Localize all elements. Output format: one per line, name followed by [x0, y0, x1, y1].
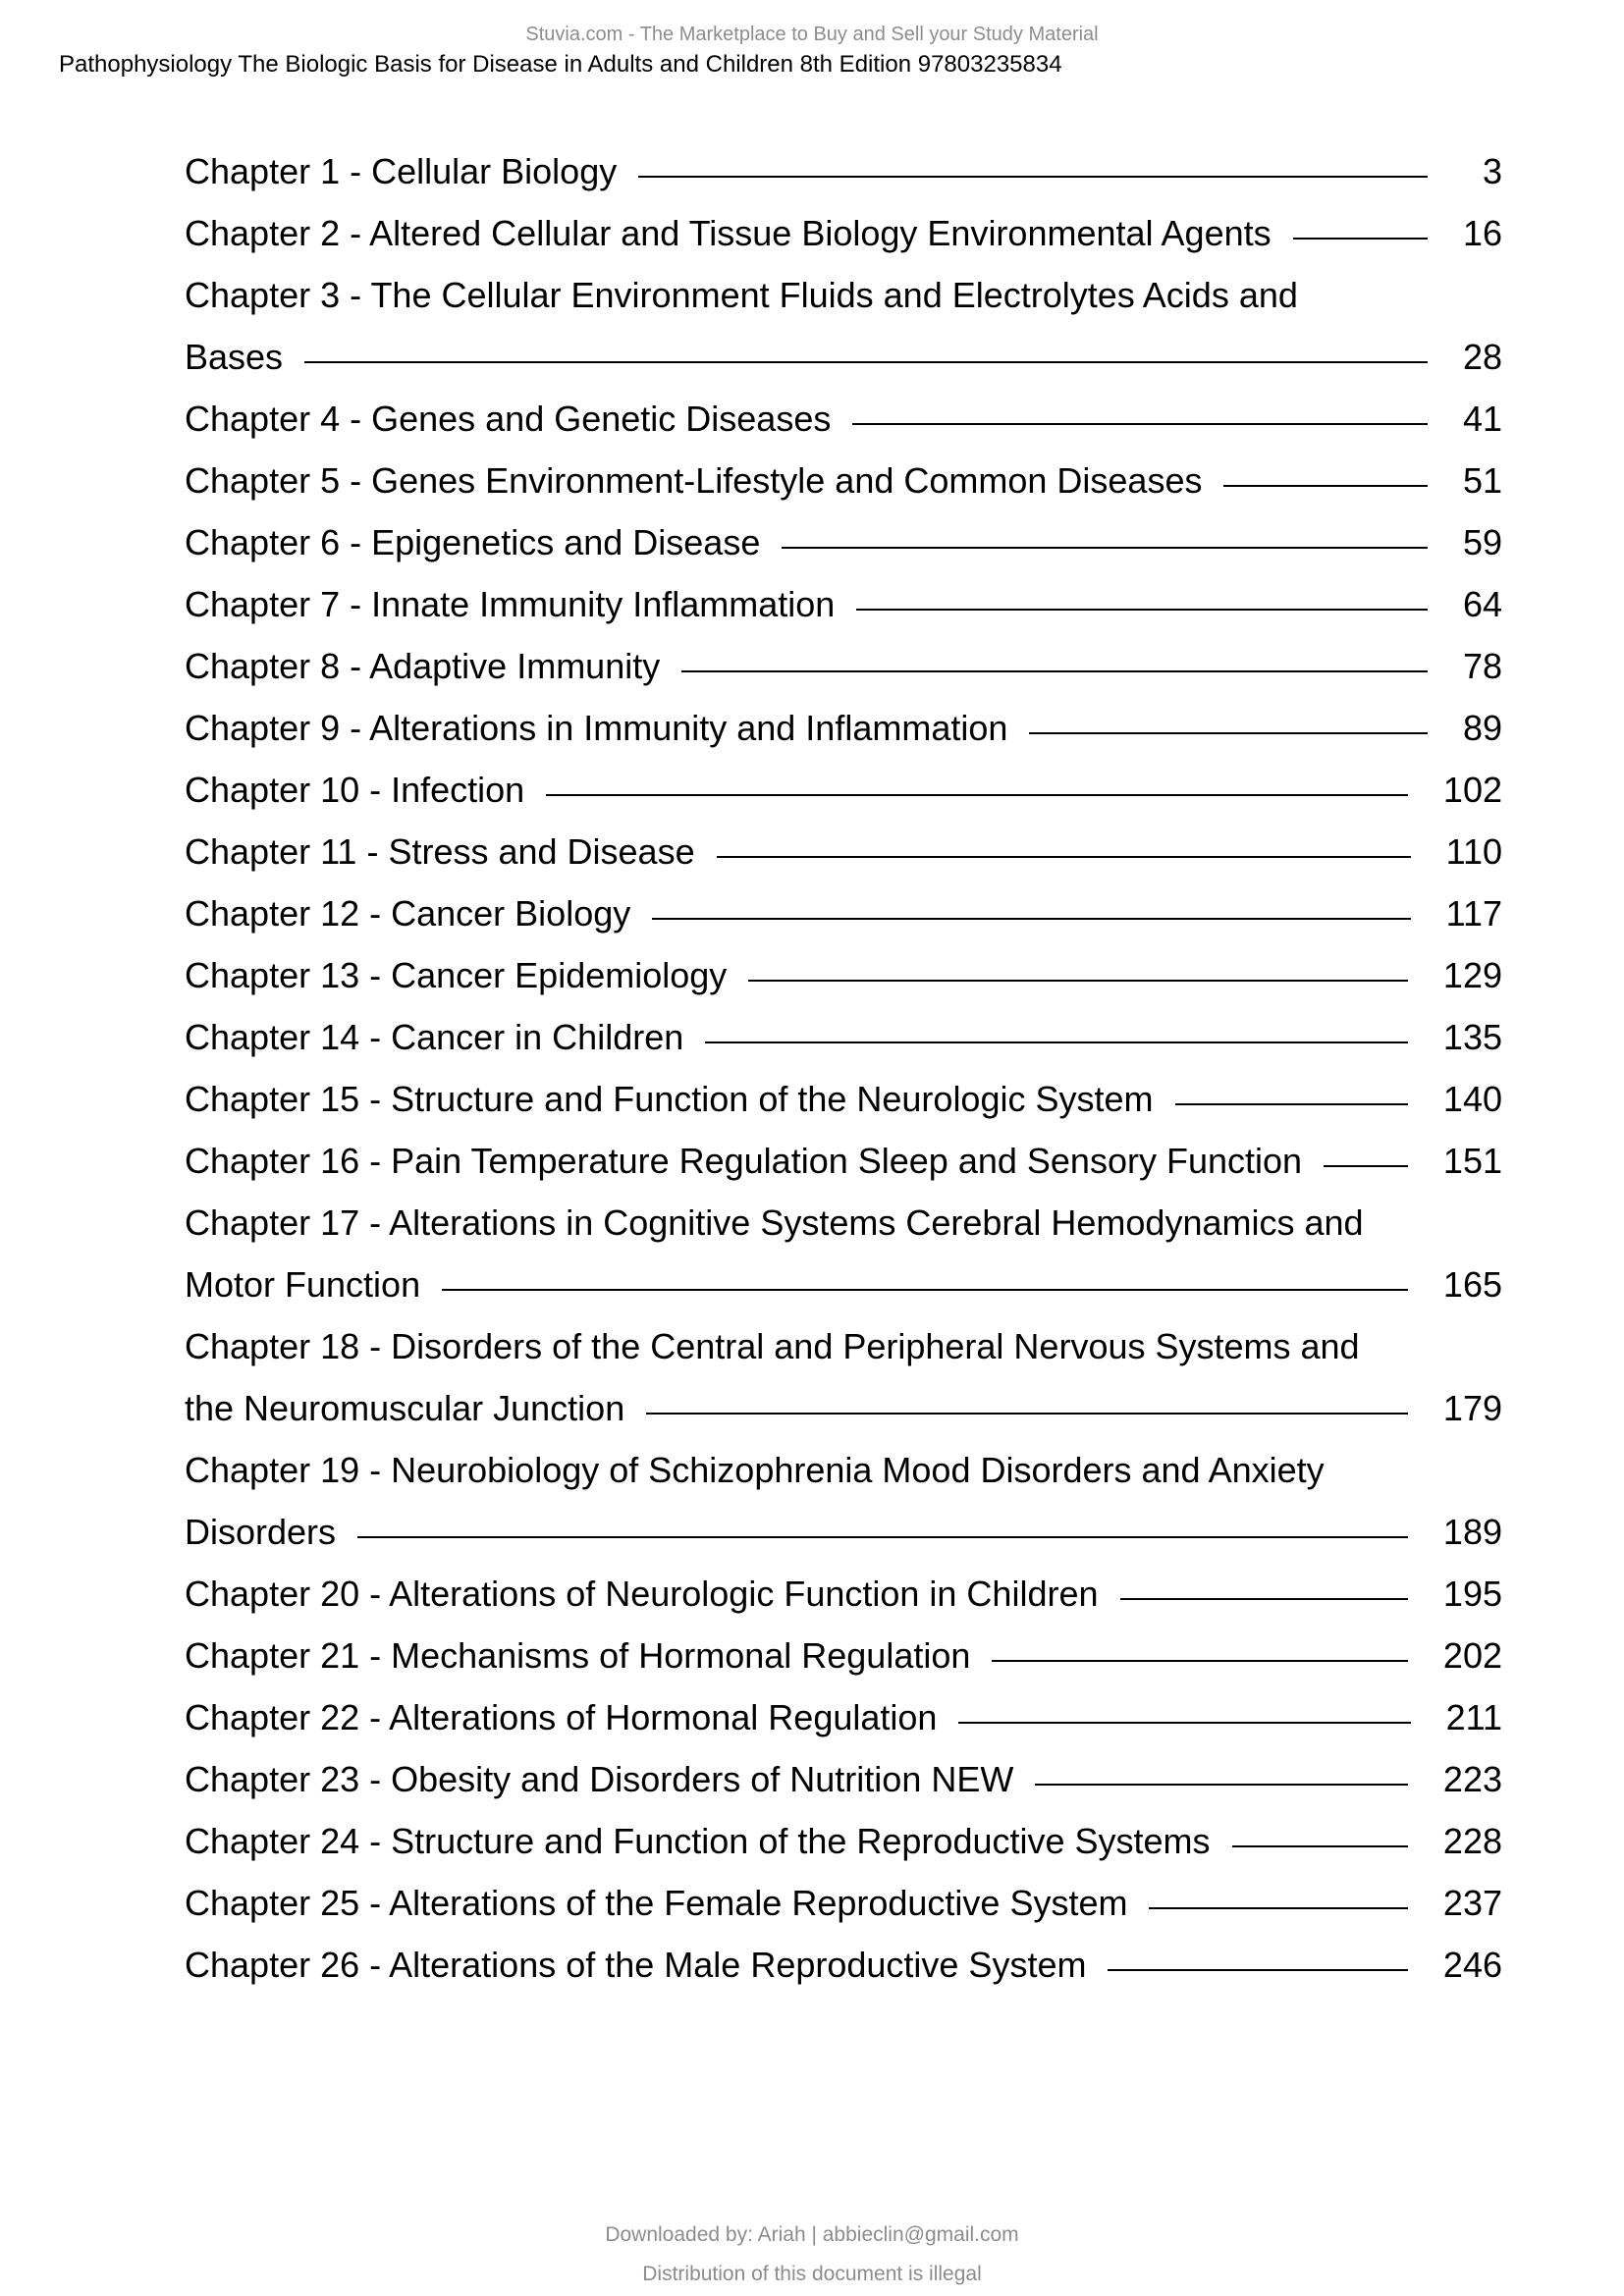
toc-page-number: 64: [1462, 584, 1502, 624]
leader-line: [1232, 1845, 1408, 1847]
toc-entry: [185, 1563, 1502, 1625]
toc-entry: [185, 1934, 1502, 1996]
toc-entry-title: Chapter 14 - Cancer in Children: [185, 1017, 684, 1057]
leader-line: [782, 547, 1428, 549]
toc-entry: [185, 511, 1502, 573]
toc-entry: [185, 1439, 1502, 1563]
toc-page-number: 179: [1442, 1388, 1502, 1428]
toc-page-number: 28: [1462, 337, 1502, 377]
toc-entry: [185, 635, 1502, 697]
toc-entry: [185, 1192, 1502, 1315]
toc-entry: [185, 573, 1502, 635]
leader-line: [1324, 1165, 1408, 1167]
toc-entry: [185, 1748, 1502, 1810]
leader-line: [992, 1660, 1408, 1662]
toc-page-number: 59: [1462, 522, 1502, 562]
toc-page-number: 117: [1445, 893, 1502, 934]
toc-entry-title: Chapter 1 - Cellular Biology: [185, 151, 618, 191]
toc-entry: [185, 1315, 1502, 1439]
leader-line: [638, 176, 1428, 178]
toc-page-number: 228: [1442, 1821, 1502, 1861]
toc-entry: [185, 1130, 1502, 1192]
toc-page-number: 165: [1442, 1264, 1502, 1305]
toc-entry-title: Chapter 24 - Structure and Function of the Reproductive Systems: [185, 1821, 1211, 1861]
leader-line: [681, 670, 1428, 672]
leader-line: [856, 609, 1428, 611]
toc-page-number: 140: [1442, 1079, 1502, 1119]
toc-page-number: 211: [1445, 1697, 1502, 1737]
toc-entry-title: Chapter 5 - Genes Environment-Lifestyle and Common Diseases: [185, 460, 1203, 501]
toc-page-number: 135: [1442, 1017, 1502, 1057]
toc-page-number: 151: [1442, 1141, 1502, 1181]
downloaded-by-notice: Downloaded by: Ariah | abbieclin@gmail.com: [605, 2223, 1019, 2246]
leader-line: [1029, 732, 1428, 734]
leader-line: [652, 918, 1410, 920]
toc-entry-title: Motor Function: [185, 1264, 421, 1305]
toc-entry: [185, 697, 1502, 759]
toc-page-number: 51: [1462, 460, 1502, 501]
toc-entry: [185, 202, 1502, 264]
toc-entry: [185, 1810, 1502, 1872]
toc-entry-title: Chapter 3 - The Cellular Environment Fluids and Electrolytes Acids and: [185, 275, 1298, 315]
leader-line: [1223, 485, 1427, 487]
toc-page-number: 202: [1442, 1635, 1502, 1676]
toc-entry: [185, 1068, 1502, 1130]
toc-entry-title: Bases: [185, 337, 284, 377]
toc-entry-title: Chapter 6 - Epigenetics and Disease: [185, 522, 761, 562]
toc-entry: [185, 1872, 1502, 1934]
leader-line: [646, 1413, 1408, 1415]
leader-line: [1175, 1103, 1408, 1105]
toc-page-number: 102: [1442, 770, 1502, 810]
toc-entry-title: Chapter 8 - Adaptive Immunity: [185, 646, 661, 686]
toc-page-number: 195: [1442, 1574, 1502, 1614]
toc-entry: [185, 1006, 1502, 1068]
leader-line: [1293, 238, 1428, 240]
toc-page-number: 89: [1462, 708, 1502, 748]
toc-page-number: 110: [1445, 831, 1502, 872]
toc-entry-title: Chapter 23 - Obesity and Disorders of Nutrition NEW: [185, 1759, 1014, 1799]
toc-entry: [185, 388, 1502, 450]
toc-entry-title: Chapter 15 - Structure and Function of the Neurologic System: [185, 1079, 1154, 1119]
toc-entry: [185, 140, 1502, 202]
toc-entry: [185, 264, 1502, 388]
leader-line: [852, 423, 1428, 425]
toc-page-number: 41: [1462, 399, 1502, 439]
toc-entry-title: Chapter 21 - Mechanisms of Hormonal Regulation: [185, 1635, 971, 1676]
leader-line: [748, 980, 1408, 982]
toc-entry-title: Chapter 13 - Cancer Epidemiology: [185, 955, 728, 995]
leader-line: [357, 1536, 1408, 1538]
leader-line: [1035, 1784, 1408, 1786]
toc-entry: [185, 450, 1502, 511]
toc-entry-title: Chapter 16 - Pain Temperature Regulation Sleep and Sensory Function: [185, 1141, 1303, 1181]
leader-line: [546, 794, 1408, 796]
leader-line: [304, 361, 1428, 363]
toc-page-number: 78: [1462, 646, 1502, 686]
toc-page-number: 129: [1442, 955, 1502, 995]
toc-page-number: 189: [1442, 1512, 1502, 1552]
watermark-header: Stuvia.com - The Marketplace to Buy and Sell your Study Material: [525, 24, 1099, 45]
toc-entry: [185, 759, 1502, 821]
leader-line: [1149, 1907, 1407, 1909]
toc-page-number: 237: [1442, 1883, 1502, 1923]
toc-entry: [185, 821, 1502, 882]
toc-page-number: 223: [1442, 1759, 1502, 1799]
toc-entry-title: Chapter 18 - Disorders of the Central and Peripheral Nervous Systems and: [185, 1326, 1360, 1366]
leader-line: [717, 856, 1411, 858]
toc-entry-title: Chapter 19 - Neurobiology of Schizophrenia Mood Disorders and Anxiety: [185, 1450, 1325, 1490]
toc-entry-title: Chapter 7 - Innate Immunity Inflammation: [185, 584, 836, 624]
toc-entry-title: Chapter 2 - Altered Cellular and Tissue Biology Environmental Agents: [185, 213, 1272, 253]
toc-entry-title: Chapter 9 - Alterations in Immunity and Inflammation: [185, 708, 1008, 748]
toc-entry-title: the Neuromuscular Junction: [185, 1388, 625, 1428]
toc-entry-title: Chapter 20 - Alterations of Neurologic Function in Children: [185, 1574, 1099, 1614]
toc-entry-title: Chapter 4 - Genes and Genetic Diseases: [185, 399, 832, 439]
toc-page-number: 246: [1442, 1945, 1502, 1985]
toc-entry: [185, 1686, 1502, 1748]
leader-line: [705, 1041, 1408, 1043]
leader-line: [1108, 1969, 1407, 1971]
toc-entry-title: Chapter 11 - Stress and Disease: [185, 831, 695, 872]
toc-entry: [185, 882, 1502, 944]
toc-entry-title: Chapter 17 - Alterations in Cognitive Systems Cerebral Hemodynamics and: [185, 1202, 1364, 1243]
table-of-contents: [185, 140, 1502, 1996]
toc-page-number: 3: [1482, 151, 1502, 191]
toc-entry-title: Chapter 12 - Cancer Biology: [185, 893, 631, 934]
leader-line: [1120, 1598, 1408, 1600]
toc-entry: [185, 944, 1502, 1006]
leader-line: [442, 1289, 1408, 1291]
book-title: Pathophysiology The Biologic Basis for Disease in Adults and Children 8th Edition 97803235834: [59, 51, 1062, 78]
toc-entry-title: Disorders: [185, 1512, 337, 1552]
distribution-notice: Distribution of this document is illegal: [642, 2263, 982, 2285]
toc-entry-title: Chapter 25 - Alterations of the Female Reproductive System: [185, 1883, 1128, 1923]
toc-entry-title: Chapter 26 - Alterations of the Male Reproductive System: [185, 1945, 1087, 1985]
toc-entry: [185, 1625, 1502, 1686]
toc-entry-title: Chapter 10 - Infection: [185, 770, 525, 810]
toc-page-number: 16: [1462, 213, 1502, 253]
leader-line: [958, 1722, 1410, 1724]
toc-entry-title: Chapter 22 - Alterations of Hormonal Regulation: [185, 1697, 938, 1737]
